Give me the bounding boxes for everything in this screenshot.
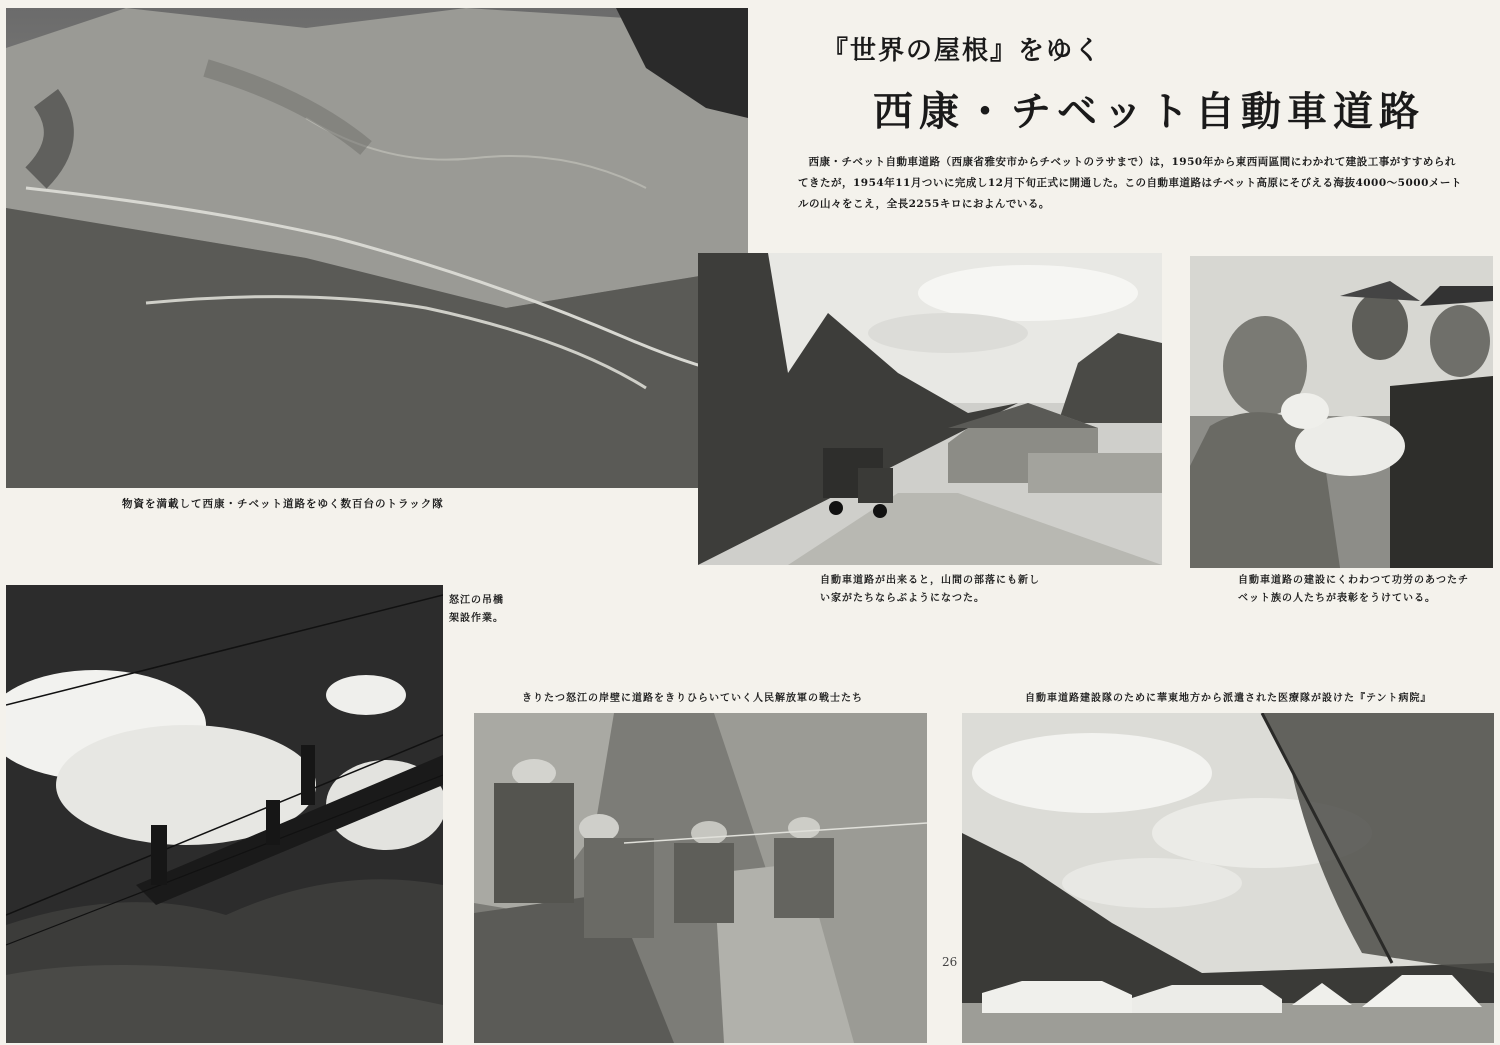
intro-paragraph: 西康・チベット自動車道路（西康省雅安市からチベットのラサまで）は，1950年から東西両區間にわかれて建設工事がすすめられてきたが，1954年11月ついに完成し12月下旬正式に開通した。この自動車道路はチベット高原にそびえる海抜4000〜5000メートルの山々をこえ，全長2255キロにおよんでいる。	[798, 156, 1462, 210]
subtitle-heading: 『世界の屋根』をゆく	[822, 36, 1103, 66]
photo-truck-convoy-mountain	[6, 8, 748, 488]
photo-cliff-road-builders	[474, 713, 927, 1043]
caption-cliff-builders: きりたつ怒江の岸壁に道路をきりひらいていく人民解放軍の戦士たち	[522, 693, 863, 704]
caption-tent-hospital: 自動車道路建設隊のために華東地方から派遣された医療隊が設けた『テント病院』	[1025, 693, 1432, 704]
photo-suspension-bridge	[6, 585, 443, 1043]
photo-valley-road-truck	[698, 253, 1162, 565]
caption-truck-convoy: 物資を満載して西康・チベット道路をゆく数百台のトラック隊	[122, 498, 444, 510]
caption-valley-road: 自動車道路が出来ると，山間の部落にも新しい家がたちならぶようになつた。	[820, 575, 1040, 604]
page-number: 26	[942, 955, 958, 969]
caption-tibetans-honored: 自動車道路の建設にくわわつて功労のあつたチベット族の人たちが表彰をうけている。	[1238, 575, 1469, 604]
photo-tibetans-honored	[1190, 256, 1493, 568]
photo-tent-hospital	[962, 713, 1494, 1043]
caption-suspension-bridge: 怒江の吊橋架設作業。	[449, 595, 504, 624]
page-title: 西康・チベット自動車道路	[873, 88, 1425, 135]
